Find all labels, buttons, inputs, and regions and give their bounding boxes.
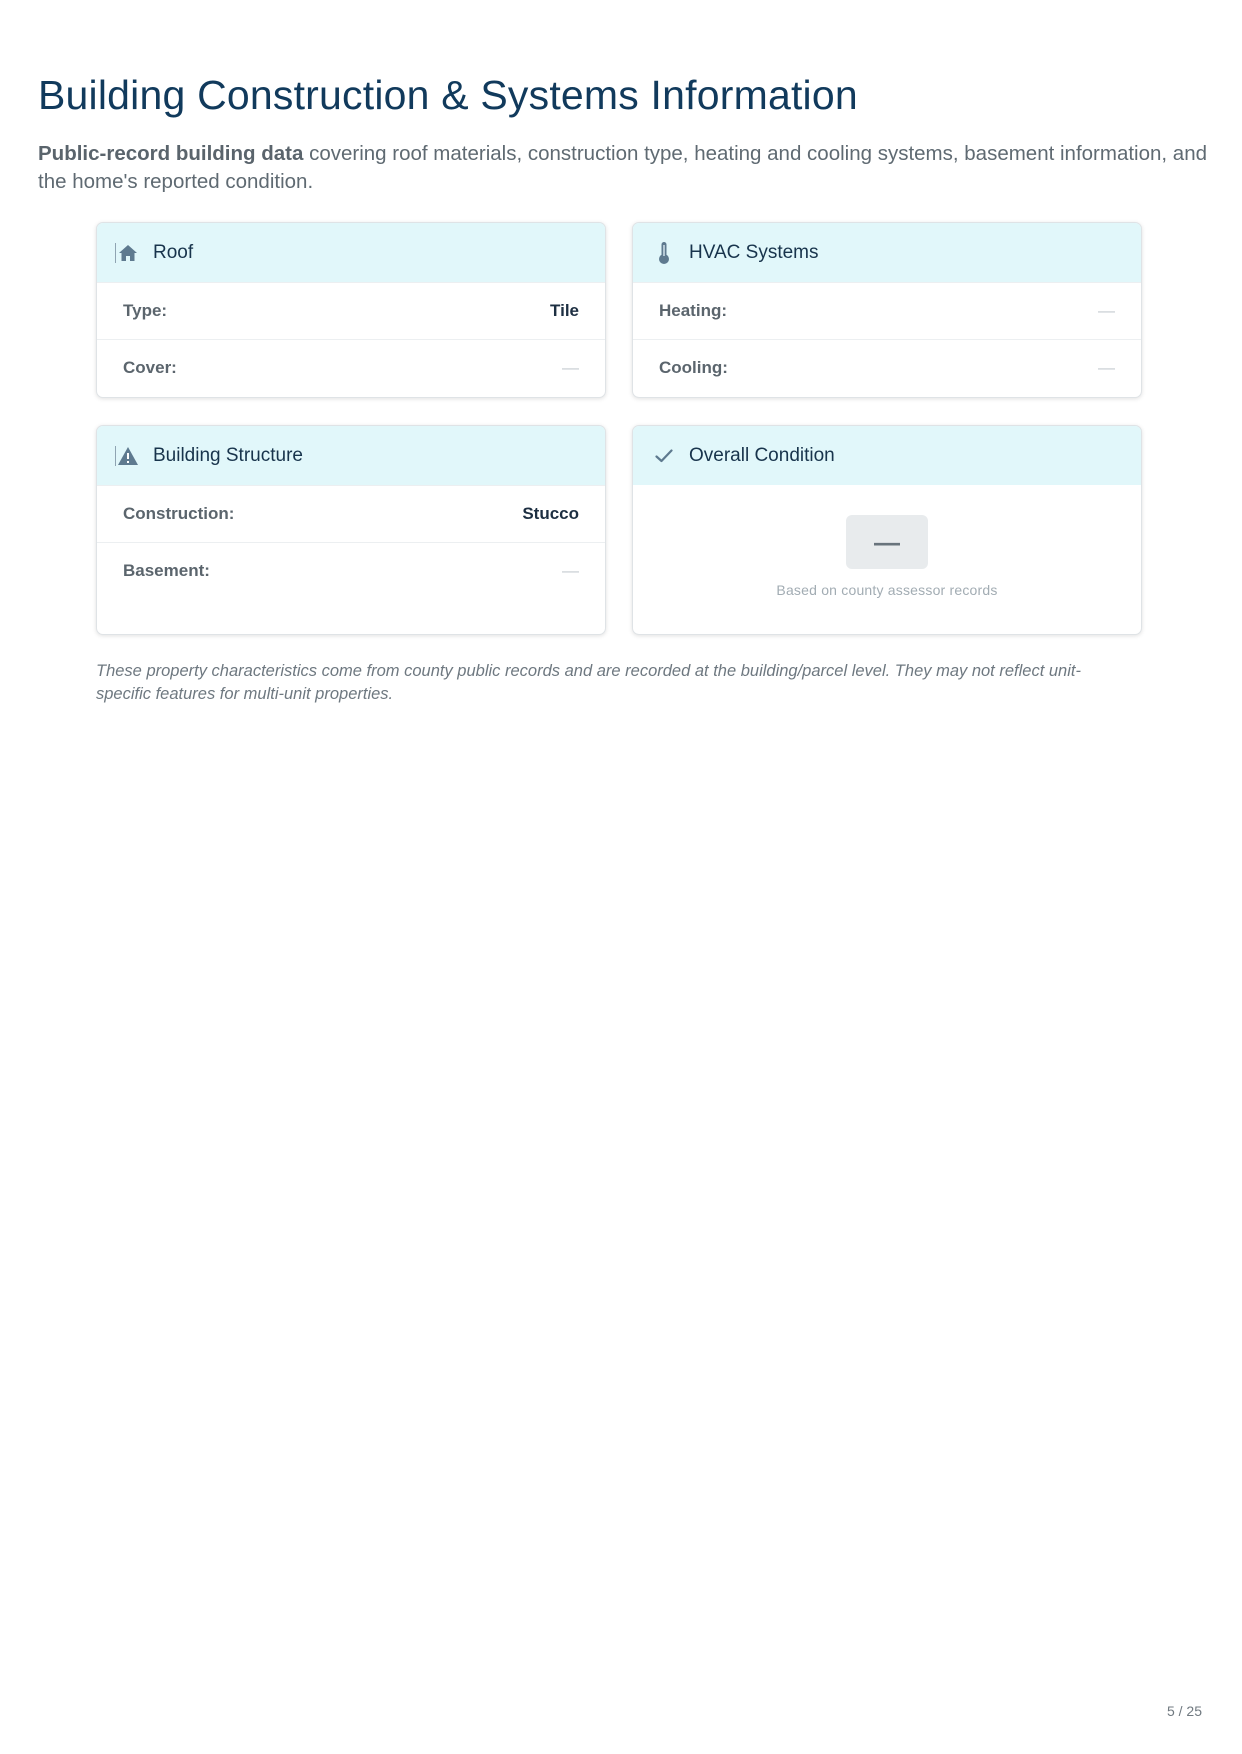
structure-card-header [97, 426, 605, 485]
basement-value: — [562, 561, 579, 580]
footnote: These property characteristics come from county public records and are recorded at the building/parcel level. They may not reflect unit-specific features for multi-unit properties. [96, 662, 1081, 703]
structure-card-title: Building Structure [153, 444, 303, 466]
construction-row [97, 485, 605, 542]
hvac-card [632, 222, 1142, 398]
roof-cover-value: — [562, 358, 579, 377]
construction-value: Stucco [522, 504, 579, 523]
condition-card-title: Overall Condition [689, 444, 835, 466]
checkmark-icon [653, 445, 675, 467]
home-icon [117, 242, 139, 264]
heating-label: Heating: [659, 301, 727, 320]
construction-label: Construction: [123, 504, 235, 523]
roof-card [96, 222, 606, 398]
cooling-row [633, 339, 1141, 396]
condition-badge: — [846, 515, 928, 569]
heating-row [633, 282, 1141, 339]
roof-cover-row [97, 339, 605, 396]
intro-paragraph [38, 140, 1208, 196]
basement-row [97, 542, 605, 599]
thermometer-icon [653, 242, 675, 264]
heating-value: — [1098, 301, 1115, 320]
warning-icon [117, 445, 139, 467]
cooling-label: Cooling: [659, 358, 728, 377]
hvac-card-header [633, 223, 1141, 282]
condition-card-header [633, 426, 1141, 485]
condition-note: Based on county assessor records [776, 582, 998, 598]
roof-type-row [97, 282, 605, 339]
roof-cover-label: Cover: [123, 358, 177, 377]
roof-card-header [97, 223, 605, 282]
roof-type-value: Tile [550, 301, 579, 320]
roof-card-title: Roof [153, 241, 194, 263]
basement-label: Basement: [123, 561, 210, 580]
structure-card [96, 425, 606, 635]
condition-body [633, 485, 1141, 598]
intro-bold: Public-record building data [38, 142, 304, 165]
cooling-value: — [1098, 358, 1115, 377]
intro-text: covering roof materials, construction type, heating and cooling systems, basement information, and the home's reported condition. [38, 142, 1208, 193]
page-title: Building Construction & Systems Information [38, 72, 858, 118]
condition-card [632, 425, 1142, 635]
roof-type-label: Type: [123, 301, 168, 320]
page-number: 5 / 25 [1166, 1703, 1202, 1719]
hvac-card-title: HVAC Systems [689, 241, 819, 263]
